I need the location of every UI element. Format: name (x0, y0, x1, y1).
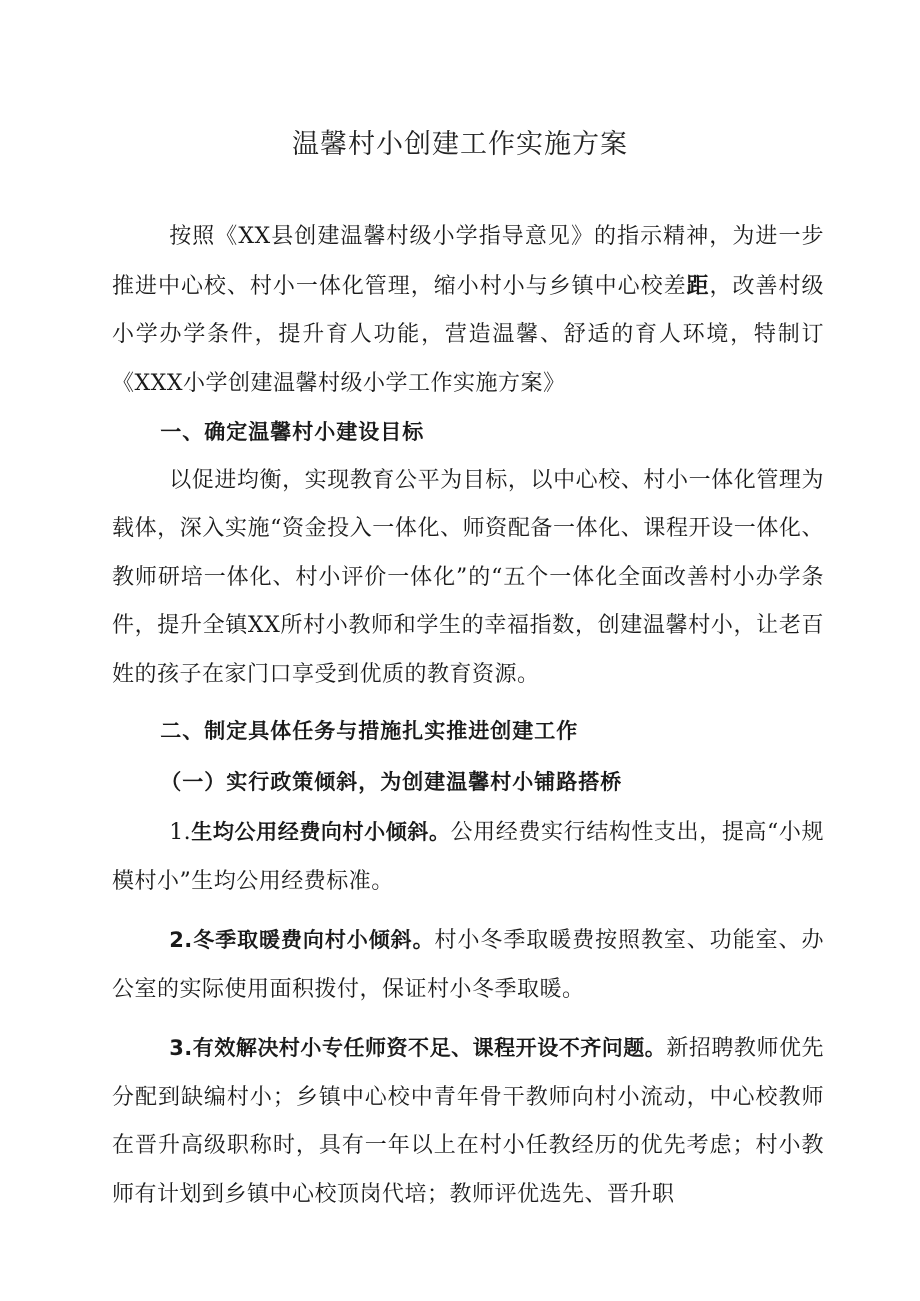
list-item-2 (112, 916, 824, 1014)
intro-text-1: 按照《XX县创建温馨村级小学指导意见》的指示精神，为进一步推进中心校、村小一体化管理，缩小村小与乡镇中心校差 (112, 224, 824, 299)
subsection1-heading: （一）实行政策倾斜，为创建温馨村小铺路搭桥 (160, 769, 623, 794)
item-1-number: 1. (169, 820, 192, 845)
list-item-1 (112, 808, 824, 906)
item-2-text: 村小冬季取暖费按照教室、功能室、办公室的实际使用面积拨付，保证村小冬季取暖。 (112, 928, 824, 1002)
document-body (112, 213, 824, 1219)
item-2-lead: 冬季取暖费向村小倾斜。 (192, 928, 435, 952)
item-3-number: 3. (169, 1036, 193, 1060)
item-2-number: 2. (169, 928, 193, 952)
item-3-lead: 有效解决村小专任师资不足、课程开设不齐问题。 (192, 1036, 667, 1060)
document-title: 温馨村小创建工作实施方案 (292, 129, 628, 160)
section1-heading: 一、确定温馨村小建设目标 (160, 420, 425, 444)
item-3-text: 新招聘教师优先分配到缺编村小；乡镇中心校中青年骨干教师向村小流动，中心校教师在晋升高级职称时，具有一年以上在村小任教经历的优先考虑；村小教师有计划到乡镇中心校顶岗代培；教师评优选先、晋升职 (112, 1036, 824, 1207)
list-item-3 (112, 1024, 824, 1219)
item-1-lead: 生均公用经费向村小倾斜。 (191, 820, 451, 844)
item-1-text: 公用经费实行结构性支出，提高“小规模村小”生均公用经费标准。 (112, 820, 825, 894)
section2-heading: 二、制定具体任务与措施扎实推进创建工作 (160, 719, 579, 743)
section1-paragraph: 以促进均衡，实现教育公平为目标，以中心校、村小一体化管理为载体，深入实施“资金投入一体化、师资配备一体化、课程开设一体化、教师研培一体化、村小评价一体化”的“五个一体化全面改善村小办学条件，提升全镇XX所村小教师和学生的幸福指数，创建温馨村小，让老百姓的孩子在家门口享受到优质的教育资源。 (112, 467, 824, 687)
intro-bold-char: 距 (686, 272, 710, 299)
intro-text-2: ，改善村级小学办学条件，提升育人功能，营造温馨、舒适的育人环境，特制订《XXX小学创建温馨村级小学工作实施方案》 (112, 273, 824, 396)
intro-paragraph (112, 213, 824, 408)
